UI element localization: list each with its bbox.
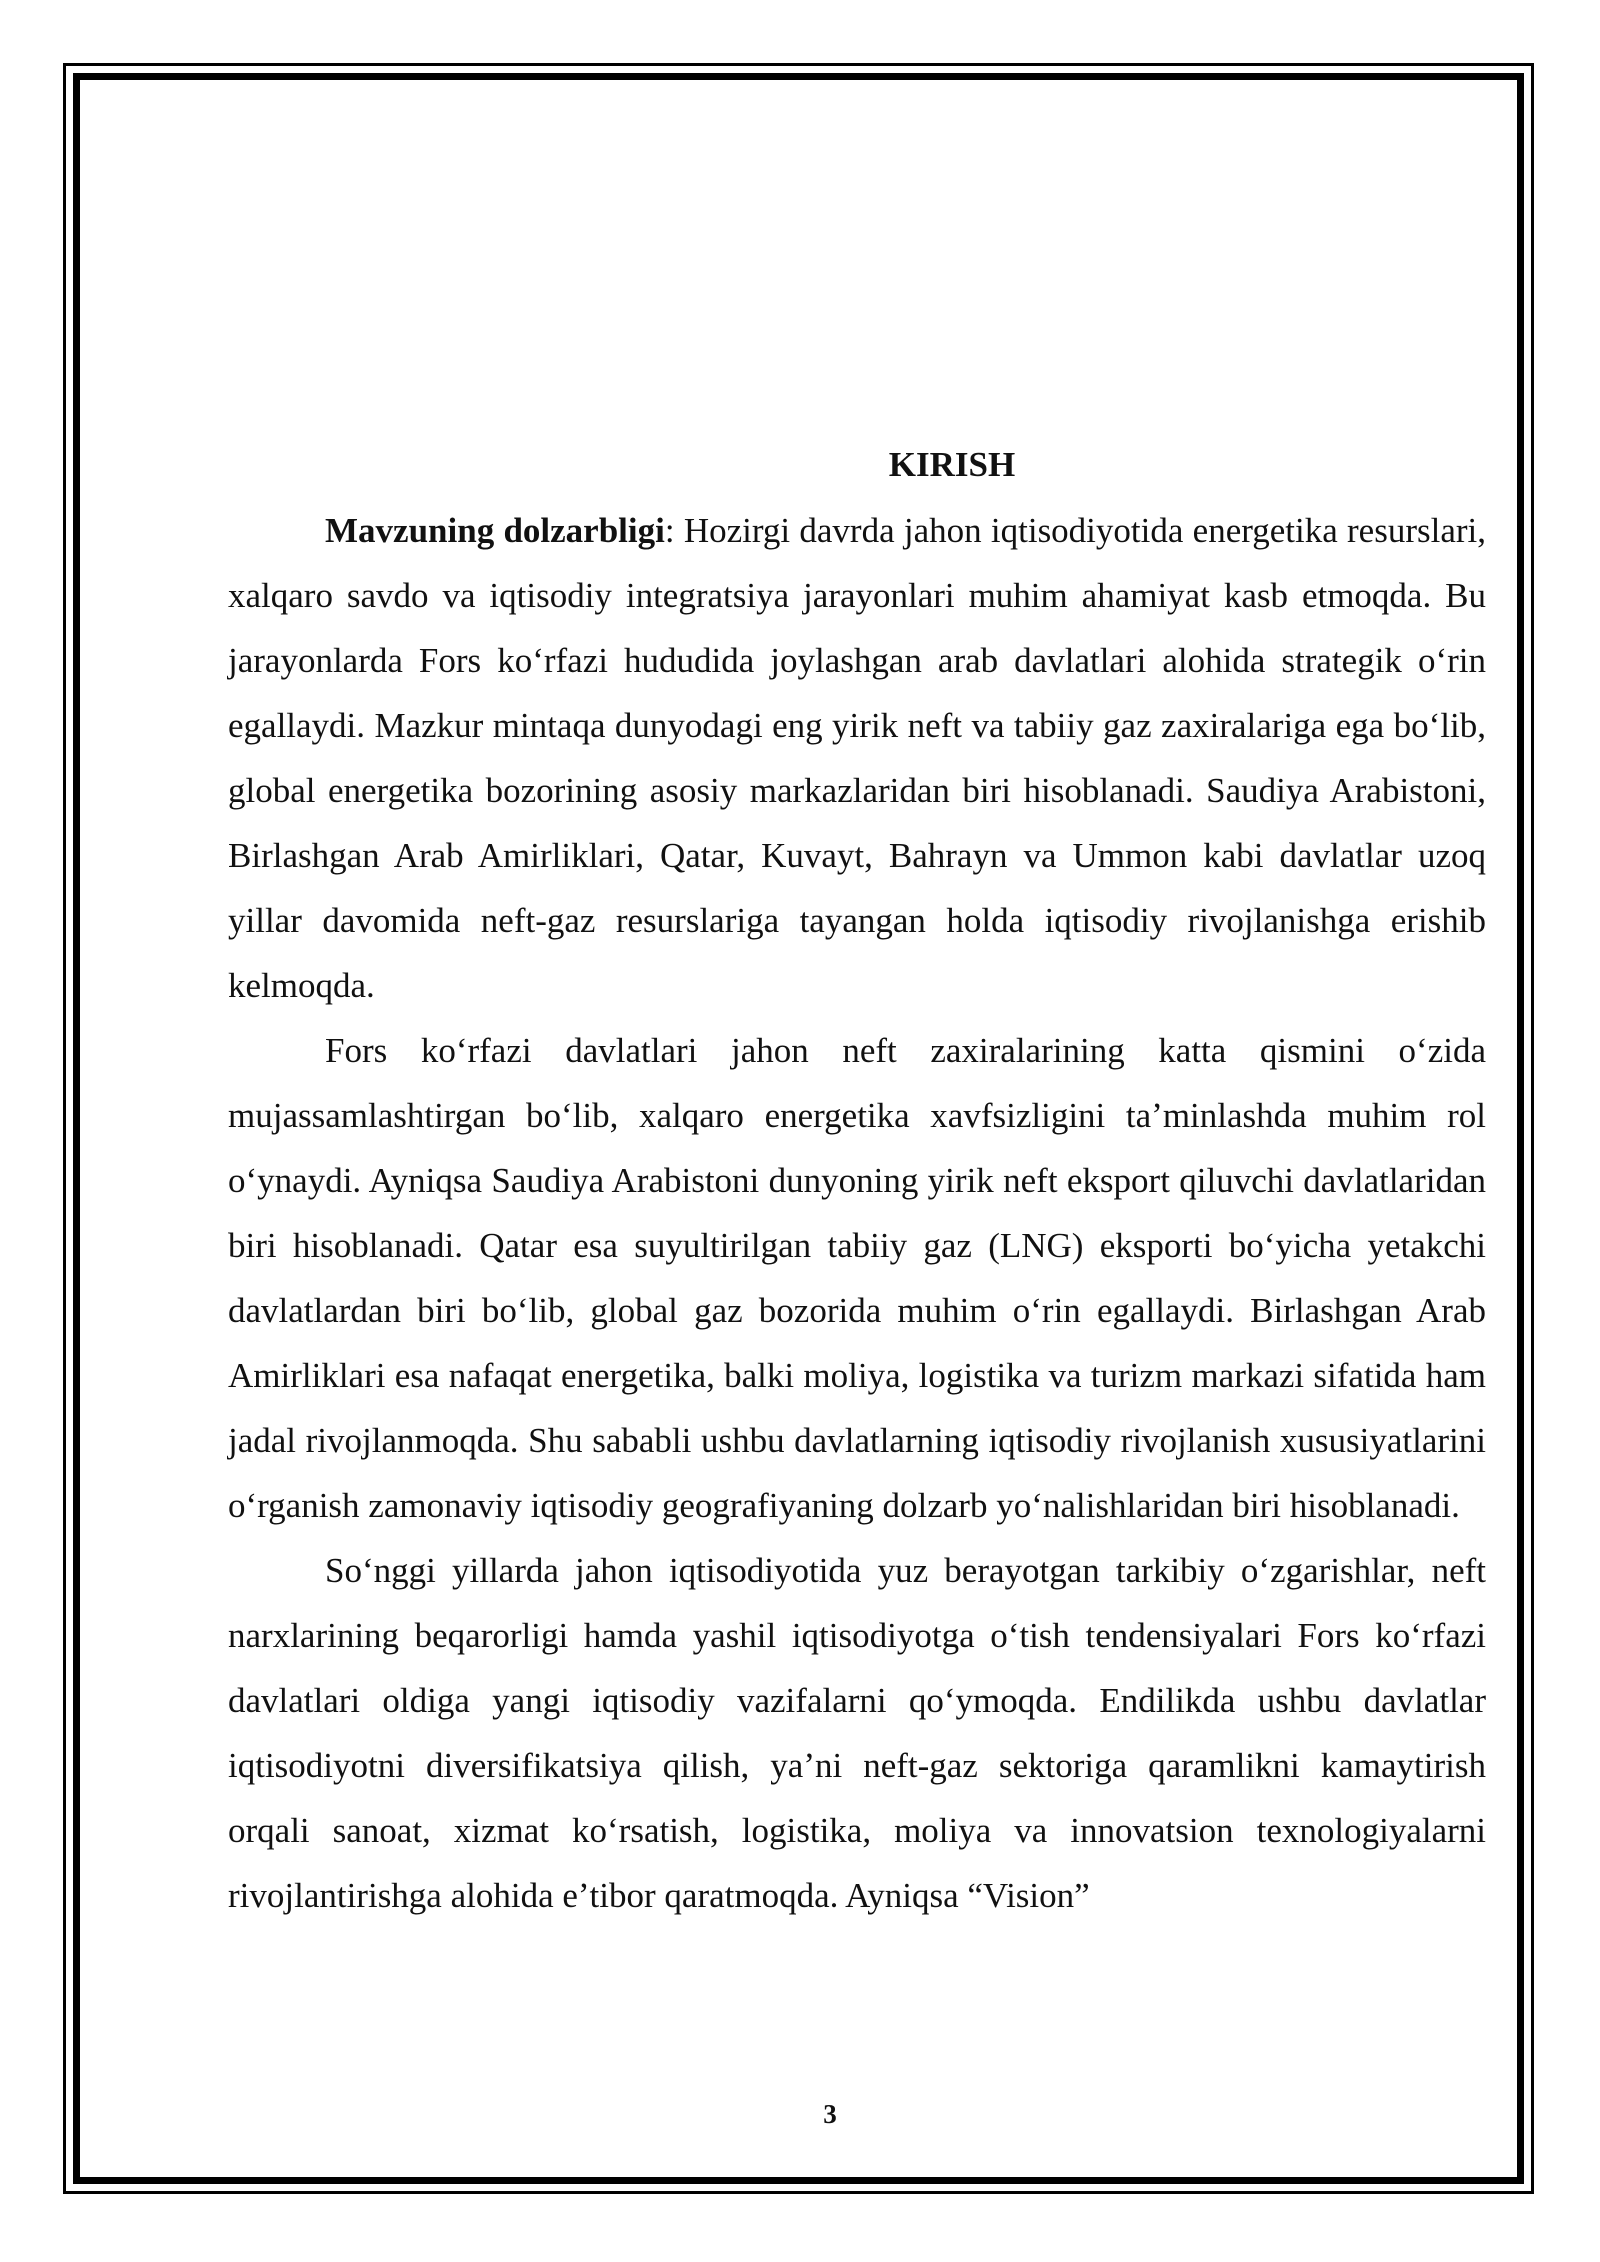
paragraph-1-lead: Mavzuning dolzarbligi xyxy=(325,511,665,550)
page-number: 3 xyxy=(823,2099,837,2129)
paragraph-3 xyxy=(228,1538,1486,1928)
section-heading: KIRISH xyxy=(888,445,1016,484)
paragraph-2 xyxy=(228,1018,1486,1538)
paragraph-1-text: : Hozirgi davrda jahon iqtisodiyotida energetika resurslari, xalqaro savdo va iqtisodiy integratsiya jarayonlari muhim ahamiyat kasb etmoqda. Bu jarayonlarda Fors koʻrfazi hududida joylashgan arab davlatlari alohida strategik oʻrin egallaydi. Mazkur mintaqa dunyodagi eng yirik neft va tabiiy gaz zaxiralariga ega boʻlib, global energetika bozorining asosiy markazlaridan biri hisoblanadi. Saudiya Arabistoni, Birlashgan Arab Amirliklari, Qatar, Kuvayt, Bahrayn va Ummon kabi davlatlar uzoq yillar davomida neft-gaz resurslariga tayangan holda iqtisodiy rivojlanishga erishib kelmoqda. xyxy=(228,511,1487,1005)
document-body xyxy=(228,440,1486,1928)
paragraph-1 xyxy=(228,498,1486,1018)
paragraph-2-text: Fors koʻrfazi davlatlari jahon neft zaxiralarining katta qismini oʻzida mujassamlashtirgan boʻlib, xalqaro energetika xavfsizligini taʼminlashda muhim rol oʻynaydi. Ayniqsa Saudiya Arabistoni dunyoning yirik neft eksport qiluvchi davlatlaridan biri hisoblanadi. Qatar esa suyultirilgan tabiiy gaz (LNG) eksporti boʻyicha yetakchi davlatlardan biri boʻlib, global gaz bozorida muhim oʻrin egallaydi. Birlashgan Arab Amirliklari esa nafaqat energetika, balki moliya, logistika va turizm markazi sifatida ham jadal rivojlanmoqda. Shu sababli ushbu davlatlarning iqtisodiy rivojlanish xususiyatlarini oʻrganish zamonaviy iqtisodiy geografiyaning dolzarb yoʻnalishlaridan biri hisoblanadi. xyxy=(228,1031,1486,1525)
paragraph-3-text: Soʻnggi yillarda jahon iqtisodiyotida yuz berayotgan tarkibiy oʻzgarishlar, neft narxlarining beqarorligi hamda yashil iqtisodiyotga oʻtish tendensiyalari Fors koʻrfazi davlatlari oldiga yangi iqtisodiy vazifalarni qoʻymoqda. Endilikda ushbu davlatlar iqtisodiyotni diversifikatsiya qilish, yaʼni neft-gaz sektoriga qaramlikni kamaytirish orqali sanoat, xizmat koʻrsatish, logistika, moliya va innovatsion texnologiyalarni rivojlantirishga alohida eʼtibor qaratmoqda. Ayniqsa “Vision” xyxy=(228,1551,1486,1915)
